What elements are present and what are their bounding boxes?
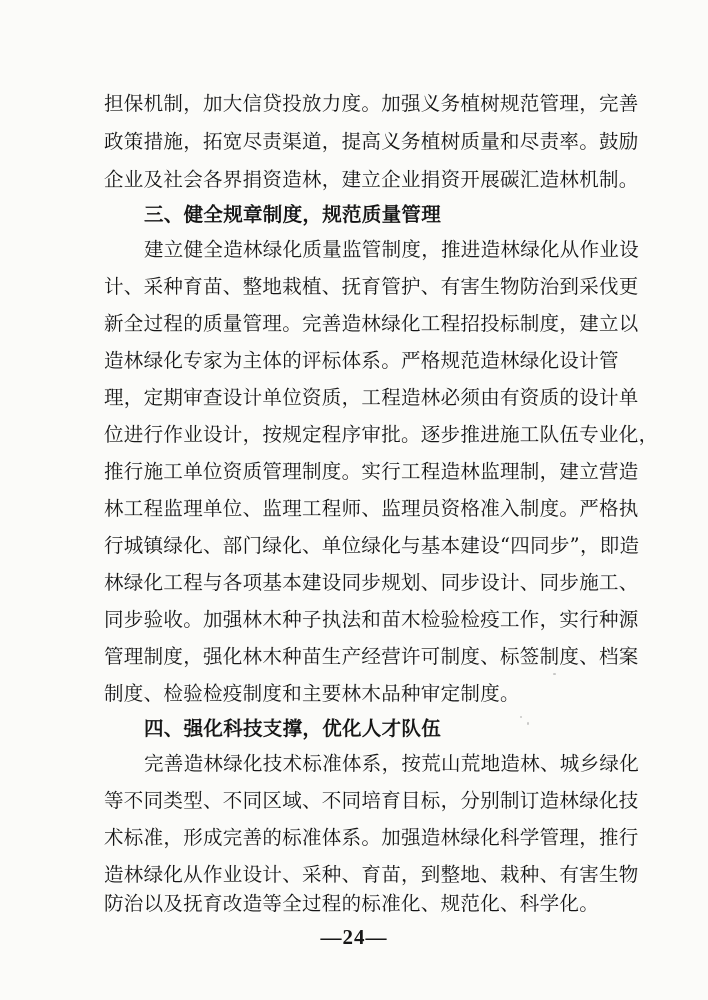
body-text-line: 管理制度，强化林木种苗生产经营许可制度、标签制度、档案 (104, 645, 639, 668)
scan-speck (520, 716, 522, 718)
page-number: —24— (320, 925, 388, 949)
body-text-line: 林工程监理单位、监理工程师、监理员资格准入制度。严格执 (104, 497, 639, 520)
scan-speck (553, 673, 556, 675)
body-text-line: 企业及社会各界捐资造林，建立企业捐资开展碳汇造林机制。 (104, 168, 639, 191)
body-text-line: 理，定期审查设计单位资质，工程造林必须由有资质的设计单 (104, 386, 639, 409)
body-text-line: 建立健全造林绿化质量监管制度，推进造林绿化从作业设 (144, 238, 640, 261)
section-heading: 三、健全规章制度，规范质量管理 (144, 203, 442, 226)
body-text-line: 推行施工单位资质管理制度。实行工程造林监理制，建立营造 (104, 460, 639, 483)
body-text-line: 行城镇绿化、部门绿化、单位绿化与基本建设“四同步”，即造 (104, 534, 640, 557)
body-text-line: 制度、检验检疫制度和主要林木品种审定制度。 (104, 682, 520, 705)
body-text-line: 术标准，形成完善的标准体系。加强造林绿化科学管理，推行 (104, 826, 639, 849)
body-text-line: 林绿化工程与各项基本建设同步规划、同步设计、同步施工、 (104, 571, 639, 594)
body-text-line: 新全过程的质量管理。完善造林绿化工程招投标制度，建立以 (104, 312, 639, 335)
body-text-line: 造林绿化从作业设计、采种、育苗，到整地、栽种、有害生物 (104, 863, 639, 886)
body-text-line: 计、采种育苗、整地栽植、抚育管护、有害生物防治到采伐更 (104, 275, 639, 298)
body-text-line: 位进行作业设计，按规定程序审批。逐步推进施工队伍专业化， (104, 423, 659, 446)
body-text-line: 完善造林绿化技术标准体系，按荒山荒地造林、城乡绿化 (144, 752, 640, 775)
body-text-line: 造林绿化专家为主体的评标体系。严格规范造林绿化设计管 (104, 349, 619, 372)
scan-speck (527, 722, 529, 725)
body-text-line: 政策措施，拓宽尽责渠道，提高义务植树质量和尽责率。鼓励 (104, 130, 639, 153)
body-text-line: 同步验收。加强林木种子执法和苗木检验检疫工作，实行种源 (104, 608, 639, 631)
body-text-line: 防治以及抚育改造等全过程的标准化、规范化、科学化。 (104, 892, 600, 915)
section-heading: 四、强化科技支撑，优化人才队伍 (144, 717, 442, 740)
body-text-line: 担保机制，加大信贷投放力度。加强义务植树规范管理，完善 (104, 92, 639, 115)
body-text-line: 等不同类型、不同区域、不同培育目标，分别制订造林绿化技 (104, 789, 639, 812)
